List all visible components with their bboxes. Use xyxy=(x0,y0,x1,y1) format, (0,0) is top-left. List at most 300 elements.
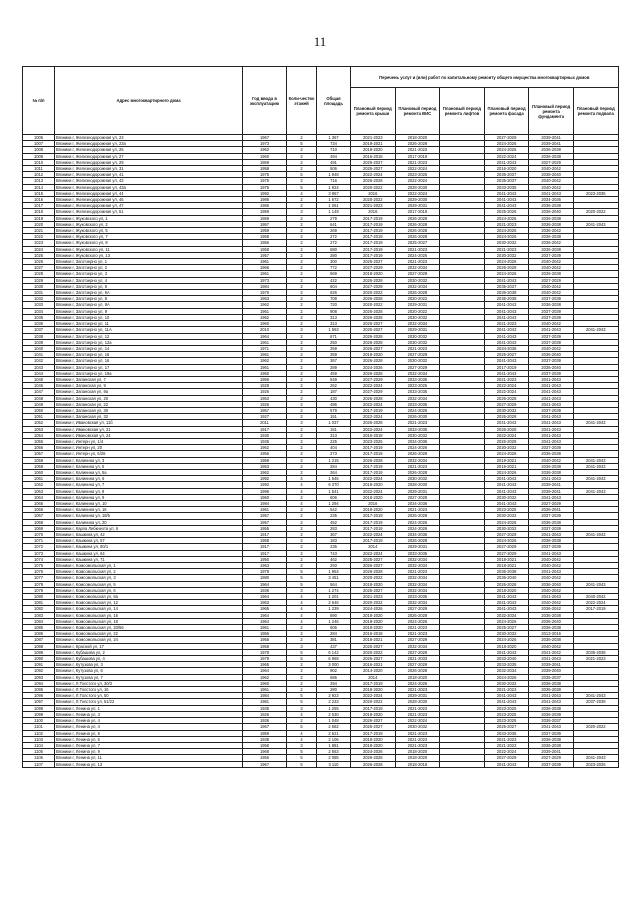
row-year: 1960 xyxy=(243,153,287,159)
row-year: 1976 xyxy=(243,290,287,296)
row-address: Вязники г, Комсомольская ул, 14 xyxy=(55,606,243,612)
row-year: 1961 xyxy=(243,259,287,265)
row-year: 1957 xyxy=(243,252,287,258)
row-basement: 2021-2023 xyxy=(573,656,618,662)
row-floors: 2 xyxy=(287,556,317,562)
row-number: 1105 xyxy=(23,749,55,755)
row-address: Вязники г, Запанская ул, 20 xyxy=(55,395,243,401)
row-roof: 2017-2019 xyxy=(351,228,396,234)
row-roof: 2017-2019 xyxy=(351,525,396,531)
row-basement: 2036-2038 xyxy=(573,649,618,655)
row-vis: 2023-2025 xyxy=(395,383,440,389)
row-year: 1960 xyxy=(243,321,287,327)
row-roof: 2022-2024 xyxy=(351,693,396,699)
row-floors: 5 xyxy=(287,656,317,662)
row-foundation: 2036-2037 xyxy=(529,718,574,724)
row-area: 494 xyxy=(317,153,351,159)
row-number: 1094 xyxy=(23,680,55,686)
row-number: 1025 xyxy=(23,252,55,258)
row-floors: 2 xyxy=(287,438,317,444)
row-area: 3 110 xyxy=(317,761,351,767)
row-area: 1 255 xyxy=(317,705,351,711)
row-roof: 2024-2026 xyxy=(351,606,396,612)
row-facade: 2030-2032 xyxy=(484,631,529,637)
row-foundation: 2041-2043 xyxy=(529,699,574,705)
row-year: 1958 xyxy=(243,234,287,240)
row-vis: 2030-2032 xyxy=(395,432,440,438)
row-number: 1041 xyxy=(23,352,55,358)
row-roof: 2018-2021 xyxy=(351,637,396,643)
row-roof: 2018-2020 xyxy=(351,494,396,500)
row-floors: 2 xyxy=(287,246,317,252)
row-address: Вязники г, Калинина ул, 16 xyxy=(55,507,243,513)
row-floors: 4 xyxy=(287,736,317,742)
row-area: 404 xyxy=(317,445,351,451)
row-number: 1034 xyxy=(23,308,55,314)
row-floors: 2 xyxy=(287,333,317,339)
row-floors: 2 xyxy=(287,321,317,327)
row-roof: 2018-2020 xyxy=(351,482,396,488)
row-roof: 2017-2019 xyxy=(351,252,396,258)
row-roof: 2018-2020 xyxy=(351,271,396,277)
row-vis: 2026-2028 xyxy=(395,228,440,234)
row-number: 1077 xyxy=(23,575,55,581)
row-year: 1964 xyxy=(243,668,287,674)
row-area: 313 xyxy=(317,314,351,320)
row-foundation: 2036-2038 xyxy=(529,625,574,631)
row-area: 708 xyxy=(317,296,351,302)
row-area: 2 085 xyxy=(317,755,351,761)
row-number: 1030 xyxy=(23,283,55,289)
row-facade: 2030-2032 xyxy=(484,494,529,500)
row-roof: 2026-2028 xyxy=(351,308,396,314)
header-roof: Плановый период ремонта крыши xyxy=(351,88,396,135)
row-floors: 2 xyxy=(287,457,317,463)
row-vis: 2032-2034 xyxy=(395,395,440,401)
row-facade: 2030-2032 xyxy=(484,252,529,258)
row-facade: 2035-2037 xyxy=(484,172,529,178)
row-roof: 2017-2019 xyxy=(351,246,396,252)
row-roof: 2022-2024 xyxy=(351,476,396,482)
row-area: 734 xyxy=(317,141,351,147)
row-floors: 2 xyxy=(287,135,317,141)
row-facade: 2032-2034 xyxy=(484,668,529,674)
row-address: Вязники г, Комсомольская ул, 8а xyxy=(55,594,243,600)
row-number: 1037 xyxy=(23,327,55,333)
row-number: 1009 xyxy=(23,153,55,159)
row-number: 1036 xyxy=(23,321,55,327)
row-roof: 2026-2028 xyxy=(351,370,396,376)
row-address: Вязники г, Л.Толстого ул, 51/22 xyxy=(55,699,243,705)
row-foundation: 2041-2043 xyxy=(529,376,574,382)
row-year: 1917 xyxy=(243,532,287,538)
row-vis: 2027-2029 xyxy=(395,606,440,612)
row-number: 1100 xyxy=(23,718,55,724)
row-floors: 4 xyxy=(287,612,317,618)
row-year: 1950 xyxy=(243,556,287,562)
row-area: 280 xyxy=(317,252,351,258)
row-vis: 2022-2024 xyxy=(395,178,440,184)
row-number: 1006 xyxy=(23,135,55,141)
row-number: 1079 xyxy=(23,587,55,593)
row-number: 1010 xyxy=(23,159,55,165)
row-address: Вязники г, Заготзерно ул, 12а xyxy=(55,339,243,345)
row-floors: 2 xyxy=(287,221,317,227)
row-floors: 2 xyxy=(287,153,317,159)
row-area: 506 xyxy=(317,166,351,172)
row-facade: 2024-2026 xyxy=(484,234,529,240)
row-roof: 2018-2020 xyxy=(351,507,396,513)
row-area: 300 xyxy=(317,259,351,265)
row-facade: 2027-2029 xyxy=(484,755,529,761)
row-floors: 4 xyxy=(287,594,317,600)
row-area: 486 xyxy=(317,401,351,407)
row-facade: 2024-2026 xyxy=(484,259,529,265)
row-foundation: 2037-2039 xyxy=(529,407,574,413)
row-facade: 2024-2026 xyxy=(484,451,529,457)
row-facade: 2033-2035 xyxy=(484,730,529,736)
row-foundation: 2036-2038 xyxy=(529,680,574,686)
row-year: 1956 xyxy=(243,631,287,637)
row-year: 1956 xyxy=(243,451,287,457)
row-facade: 2021-2023 xyxy=(484,376,529,382)
row-number: 1066 xyxy=(23,507,55,513)
row-roof: 2017-2019 xyxy=(351,519,396,525)
row-facade: 2030-2032 xyxy=(484,525,529,531)
row-floors: 2 xyxy=(287,718,317,724)
row-vis: 2030-2032 xyxy=(395,358,440,364)
header-area: Общая площадь xyxy=(317,67,351,135)
row-number: 1060 xyxy=(23,469,55,475)
row-number: 1104 xyxy=(23,742,55,748)
row-foundation: 2037-2039 xyxy=(529,525,574,531)
row-vis: 2021-2023 xyxy=(395,711,440,717)
row-roof: 2026-2028 xyxy=(351,339,396,345)
row-number: 1063 xyxy=(23,488,55,494)
row-area: 1 541 xyxy=(317,488,351,494)
row-year: 1965 xyxy=(243,606,287,612)
row-foundation: 2041-2043 xyxy=(529,569,574,575)
row-roof: 2017-2019 xyxy=(351,234,396,240)
row-foundation: 2041-2043 xyxy=(529,724,574,730)
row-number: 1085 xyxy=(23,625,55,631)
row-foundation: 2039-2040 xyxy=(529,668,574,674)
row-vis: 2027-2029 xyxy=(395,352,440,358)
row-area: 259 xyxy=(317,345,351,351)
row-floors: 3 xyxy=(287,587,317,593)
row-address: Вязники г, Запанская ул, 9 xyxy=(55,383,243,389)
row-year: 1959 xyxy=(243,228,287,234)
row-foundation: 2040-2042 xyxy=(529,283,574,289)
row-address: Вязники г, Л.Толстого ул, 16 xyxy=(55,687,243,693)
row-foundation: 2041-2043 xyxy=(529,389,574,395)
row-area: 1 367 xyxy=(317,135,351,141)
row-vis: 2018-2020 xyxy=(395,755,440,761)
row-year: 1961 xyxy=(243,308,287,314)
row-foundation: 2036-2038 xyxy=(529,215,574,221)
row-area: 313 xyxy=(317,432,351,438)
row-foundation: 2039-2041 xyxy=(529,662,574,668)
row-year: 1926 xyxy=(243,389,287,395)
row-facade: 2041-2043 xyxy=(484,600,529,606)
row-address: Вязники г, Железнодорожная ул, 47 xyxy=(55,203,243,209)
row-number: 1046 xyxy=(23,383,55,389)
row-year: 1984 xyxy=(243,693,287,699)
row-number: 1102 xyxy=(23,730,55,736)
row-facade: 2041-2043 xyxy=(484,699,529,705)
row-year: 1981 xyxy=(243,699,287,705)
row-foundation: 2040-2042 xyxy=(529,563,574,569)
row-facade: 2041-2043 xyxy=(484,203,529,209)
row-year: 1966 xyxy=(243,265,287,271)
row-facade: 2023-2025 xyxy=(484,718,529,724)
row-address: Вязники г, Железнодорожная ул, 25 xyxy=(55,147,243,153)
row-facade: 2036-2040 xyxy=(484,575,529,581)
row-floors: 2 xyxy=(287,376,317,382)
row-number: 1096 xyxy=(23,693,55,699)
row-address: Вязники г, Ивановская ул, 21 xyxy=(55,426,243,432)
row-roof: 2014-2020 xyxy=(351,668,396,674)
row-roof: 2022-2024 xyxy=(351,401,396,407)
row-basement: 2041-2043 xyxy=(573,327,618,333)
row-vis: 2018-2020 xyxy=(395,674,440,680)
row-area: 279 xyxy=(317,215,351,221)
row-floors: 2 xyxy=(287,432,317,438)
row-address: Вязники г, Жуковского ул, 1 xyxy=(55,215,243,221)
row-year: 1992 xyxy=(243,190,287,196)
row-number: 1106 xyxy=(23,755,55,761)
row-vis: 2026-2028 xyxy=(395,215,440,221)
row-year: 1962 xyxy=(243,314,287,320)
row-floors: 2 xyxy=(287,625,317,631)
row-floors: 2 xyxy=(287,687,317,693)
row-area: 151 xyxy=(317,426,351,432)
row-area: 6 142 xyxy=(317,649,351,655)
row-floors: 5 xyxy=(287,172,317,178)
row-area: 902 xyxy=(317,668,351,674)
row-floors: 3 xyxy=(287,742,317,748)
row-area: 283 xyxy=(317,525,351,531)
row-foundation: 2040-2042 xyxy=(529,600,574,606)
row-foundation: 2036-2038 xyxy=(529,451,574,457)
row-vis: 2030-2032 xyxy=(395,277,440,283)
row-floors: 5 xyxy=(287,575,317,581)
header-year: Год ввода в эксплуатацию xyxy=(243,67,287,135)
row-address: Вязники г, Комсомольская ул, 20/56 xyxy=(55,625,243,631)
row-floors: 2 xyxy=(287,234,317,240)
row-vis: 2028-2030 xyxy=(395,482,440,488)
row-roof: 2025-2027 xyxy=(351,327,396,333)
row-address: Вязники г, Калинина ул, 20 xyxy=(55,519,243,525)
row-address: Вязники г, Калинина ул, 5а xyxy=(55,469,243,475)
row-foundation: 2036-2038 xyxy=(529,637,574,643)
row-roof: 2018-2020 xyxy=(351,687,396,693)
row-area: 187 xyxy=(317,389,351,395)
row-foundation: 2041-2043 xyxy=(529,476,574,482)
row-number: 1023 xyxy=(23,240,55,246)
row-facade: 2033-2035 xyxy=(484,662,529,668)
row-roof: 2020-2022 xyxy=(351,302,396,308)
row-facade: 2024-2026 xyxy=(484,519,529,525)
row-facade: 2024-2026 xyxy=(484,215,529,221)
row-number: 1107 xyxy=(23,761,55,767)
row-facade: 2041-2043 xyxy=(484,302,529,308)
row-area: 1 881 xyxy=(317,742,351,748)
row-number: 1080 xyxy=(23,594,55,600)
row-floors: 4 xyxy=(287,488,317,494)
row-facade: 2027-2029 xyxy=(484,532,529,538)
row-floors: 2 xyxy=(287,680,317,686)
row-area: 269 xyxy=(317,228,351,234)
row-area: 1 239 xyxy=(317,606,351,612)
row-area: 284 xyxy=(317,463,351,469)
row-number: 1064 xyxy=(23,494,55,500)
row-vis: 2032-2034 xyxy=(395,556,440,562)
row-year: 1984 xyxy=(243,283,287,289)
row-vis: 2022-2024 xyxy=(395,166,440,172)
row-floors: 2 xyxy=(287,532,317,538)
row-facade: 2024-2026 xyxy=(484,618,529,624)
row-address: Вязники г, Кубашова ул, 4 xyxy=(55,656,243,662)
row-area: 908 xyxy=(317,308,351,314)
row-year: 1959 xyxy=(243,457,287,463)
row-foundation: 2041-2043 xyxy=(529,426,574,432)
row-number: 1065 xyxy=(23,500,55,506)
row-address: Вязники г, Железнодорожная ул, 23а xyxy=(55,141,243,147)
row-facade: 2041-2043 xyxy=(484,308,529,314)
row-facade: 2018-2021 xyxy=(484,563,529,569)
row-address: Вязники г, Железнодорожная ул, 43а xyxy=(55,184,243,190)
row-area: 6 370 xyxy=(317,482,351,488)
row-facade: 2030-2032 xyxy=(484,513,529,519)
row-floors: 2 xyxy=(287,631,317,637)
row-vis: 2028-2030 xyxy=(395,184,440,190)
row-vis: 2032-2034 xyxy=(395,370,440,376)
row-foundation: 2036-2041 xyxy=(529,507,574,513)
row-vis: 2032-2034 xyxy=(395,563,440,569)
row-area: 367 xyxy=(317,358,351,364)
row-address: Вязники г, Железнодорожная ул, 46 xyxy=(55,197,243,203)
row-number: 1007 xyxy=(23,141,55,147)
row-floors: 2 xyxy=(287,469,317,475)
row-floors: 2 xyxy=(287,550,317,556)
row-basement: 2041-2043 xyxy=(573,532,618,538)
row-number: 1031 xyxy=(23,290,55,296)
row-foundation: 2036-2038 xyxy=(529,463,574,469)
row-roof: 2021-2023 xyxy=(351,203,396,209)
row-address: Вязники г, Комсомольская ул, 22 xyxy=(55,631,243,637)
row-address: Вязники г, Заготзерно ул, 9 xyxy=(55,308,243,314)
row-area: 313 xyxy=(317,321,351,327)
row-facade: 2041-2043 xyxy=(484,476,529,482)
row-roof: 2022-2024 xyxy=(351,532,396,538)
row-address: Вязники г, Ленина ул, 7 xyxy=(55,742,243,748)
row-address: Вязники г, Кашкина ул, 60/1 xyxy=(55,544,243,550)
row-vis: 2026-2028 xyxy=(395,469,440,475)
row-address: Вязники г, Ленина ул, 4 xyxy=(55,724,243,730)
row-vis: 2018-2020 xyxy=(395,749,440,755)
row-facade: 2036-2038 xyxy=(484,569,529,575)
row-area: 1 201 xyxy=(317,594,351,600)
row-foundation: 2036-2038 xyxy=(529,612,574,618)
row-roof: 2025-2027 xyxy=(351,587,396,593)
table-body xyxy=(23,135,619,768)
row-roof: 2026-2028 xyxy=(351,296,396,302)
row-floors: 3 xyxy=(287,705,317,711)
row-number: 1052 xyxy=(23,420,55,426)
row-roof: 2017-2019 xyxy=(351,221,396,227)
row-facade: 2023-2025 xyxy=(484,711,529,717)
row-year: 2010 xyxy=(243,327,287,333)
row-basement: 2041-2043 xyxy=(573,693,618,699)
row-number: 1050 xyxy=(23,407,55,413)
row-area: 359 xyxy=(317,352,351,358)
row-roof: 2026-2028 xyxy=(351,761,396,767)
row-year: 1968 xyxy=(243,749,287,755)
row-vis: 2033-2035 xyxy=(395,376,440,382)
row-address: Вязники г, Ивановская ул, 11б xyxy=(55,420,243,426)
row-floors: 2 xyxy=(287,668,317,674)
row-facade: 2041-2043 xyxy=(484,482,529,488)
row-roof: 2020-2022 xyxy=(351,290,396,296)
row-lifts xyxy=(440,761,485,767)
row-number: 1038 xyxy=(23,333,55,339)
row-area: 3 867 xyxy=(317,190,351,196)
row-facade: 2025-2026 xyxy=(484,209,529,215)
row-roof: 2016-2018 xyxy=(351,432,396,438)
row-roof: 2018-2020 xyxy=(351,625,396,631)
row-address: Вязники г, Заготзерно ул, 10 xyxy=(55,314,243,320)
row-roof: 2026-2028 xyxy=(351,755,396,761)
row-roof: 2026-2028 xyxy=(351,178,396,184)
row-number: 1013 xyxy=(23,178,55,184)
row-roof: 2023-2025 xyxy=(351,438,396,444)
row-floors: 2 xyxy=(287,389,317,395)
row-vis: 2029-2030 xyxy=(395,197,440,203)
row-foundation: 2040-2042 xyxy=(529,556,574,562)
row-area: 604 xyxy=(317,283,351,289)
row-year: 1975 xyxy=(243,172,287,178)
row-foundation: 2040-2042 xyxy=(529,457,574,463)
row-vis: 2027-2029 xyxy=(395,364,440,370)
row-roof: 2027-2029 xyxy=(351,283,396,289)
row-facade: 2018-2020 xyxy=(484,587,529,593)
row-floors: 3 xyxy=(287,209,317,215)
row-area: 1 037 xyxy=(317,420,351,426)
row-address: Вязники г, Калинина ул, 9 xyxy=(55,494,243,500)
row-number: 1032 xyxy=(23,296,55,302)
row-floors: 4 xyxy=(287,500,317,506)
row-floors: 2 xyxy=(287,370,317,376)
row-number: 1016 xyxy=(23,197,55,203)
row-roof: 2018-2020 xyxy=(351,618,396,624)
row-number: 1011 xyxy=(23,166,55,172)
row-address: Вязники г, Красной ул, 17 xyxy=(55,643,243,649)
row-foundation: 2027-2029 xyxy=(529,277,574,283)
row-basement: 2041-2043 xyxy=(573,221,618,227)
row-year: 1964 xyxy=(243,581,287,587)
row-foundation: 2039-2041 xyxy=(529,141,574,147)
row-vis: 2030-2032 xyxy=(395,339,440,345)
row-number: 1049 xyxy=(23,401,55,407)
row-floors: 2 xyxy=(287,308,317,314)
row-floors: 2 xyxy=(287,240,317,246)
row-floors: 2 xyxy=(287,314,317,320)
row-facade: 2035-2037 xyxy=(484,283,529,289)
row-roof: 2025-2027 xyxy=(351,345,396,351)
row-basement: 2040-2042 xyxy=(573,594,618,600)
row-year: 1936 xyxy=(243,587,287,593)
